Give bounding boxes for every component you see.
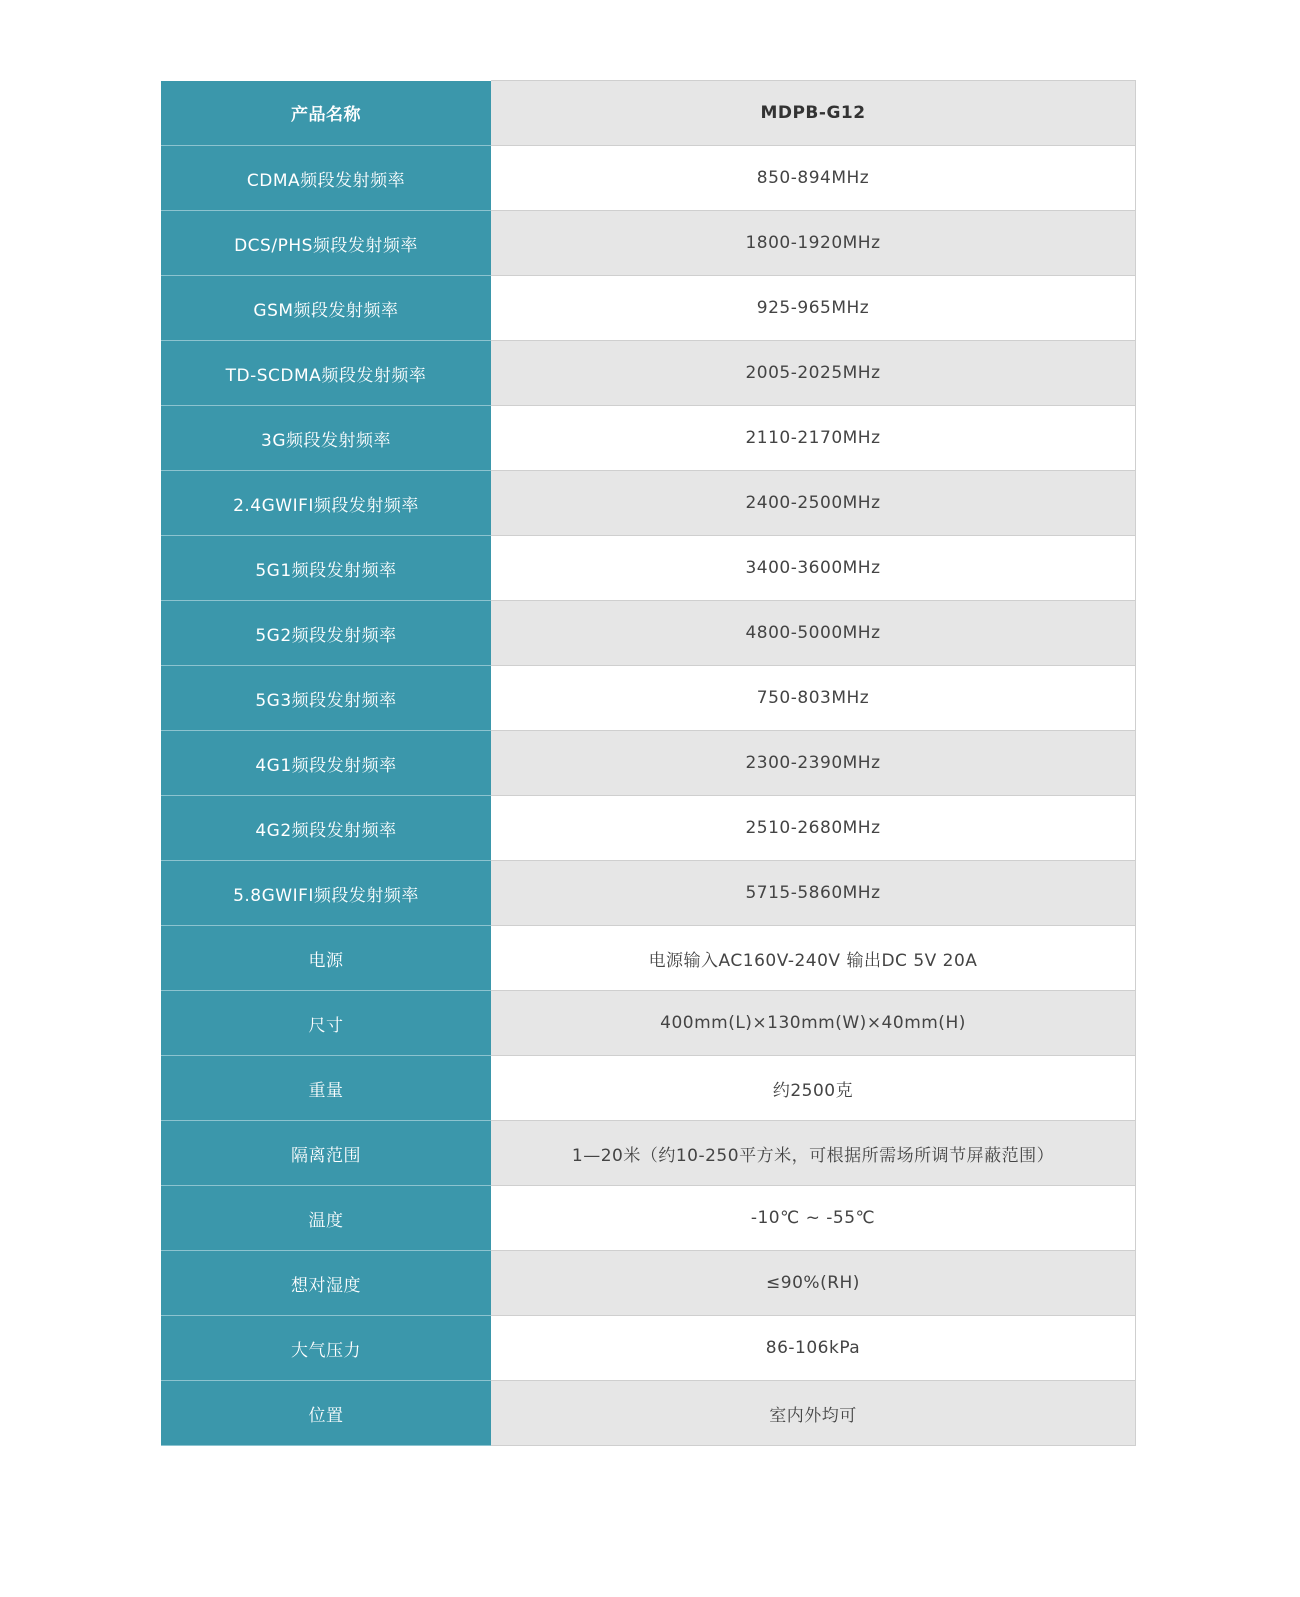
table-row (161, 1381, 1136, 1446)
table-row (161, 731, 1136, 796)
row-value: 2300-2390MHz (491, 731, 1136, 796)
table-row (161, 341, 1136, 406)
row-value: 2110-2170MHz (491, 406, 1136, 471)
table-row (161, 276, 1136, 341)
row-label: 5G2频段发射频率 (161, 601, 491, 666)
row-label: 5G3频段发射频率 (161, 666, 491, 731)
table-row (161, 1056, 1136, 1121)
table-row (161, 211, 1136, 276)
row-label: 想对湿度 (161, 1251, 491, 1316)
row-value: 约2500克 (491, 1056, 1136, 1121)
row-value: 1800-1920MHz (491, 211, 1136, 276)
row-label: 3G频段发射频率 (161, 406, 491, 471)
row-value: 3400-3600MHz (491, 536, 1136, 601)
row-label: 4G1频段发射频率 (161, 731, 491, 796)
row-value: 1—20米（约10-250平方米，可根据所需场所调节屏蔽范围） (491, 1121, 1136, 1186)
spec-table (161, 80, 1136, 1446)
row-label: CDMA频段发射频率 (161, 146, 491, 211)
table-header-row (161, 81, 1136, 146)
row-value: 86-106kPa (491, 1316, 1136, 1381)
row-label: 隔离范围 (161, 1121, 491, 1186)
row-value: ≤90%(RH) (491, 1251, 1136, 1316)
table-row (161, 146, 1136, 211)
table-row (161, 796, 1136, 861)
row-label: 4G2频段发射频率 (161, 796, 491, 861)
row-label: 大气压力 (161, 1316, 491, 1381)
table-row (161, 926, 1136, 991)
row-value: 850-894MHz (491, 146, 1136, 211)
header-value: MDPB-G12 (491, 81, 1136, 146)
row-value: 2400-2500MHz (491, 471, 1136, 536)
row-value: 5715-5860MHz (491, 861, 1136, 926)
header-label: 产品名称 (161, 81, 491, 146)
row-label: 温度 (161, 1186, 491, 1251)
table-row (161, 536, 1136, 601)
row-label: TD-SCDMA频段发射频率 (161, 341, 491, 406)
row-label: 电源 (161, 926, 491, 991)
row-label: 尺寸 (161, 991, 491, 1056)
row-value: 925-965MHz (491, 276, 1136, 341)
row-value: 400mm(L)×130mm(W)×40mm(H) (491, 991, 1136, 1056)
row-value: -10℃ ~ -55℃ (491, 1186, 1136, 1251)
table-row (161, 861, 1136, 926)
row-value: 2005-2025MHz (491, 341, 1136, 406)
table-row (161, 991, 1136, 1056)
table-row (161, 1121, 1136, 1186)
row-value: 750-803MHz (491, 666, 1136, 731)
row-label: DCS/PHS频段发射频率 (161, 211, 491, 276)
row-label: 5G1频段发射频率 (161, 536, 491, 601)
table-row (161, 1316, 1136, 1381)
table-row (161, 1186, 1136, 1251)
row-label: 重量 (161, 1056, 491, 1121)
table-row (161, 406, 1136, 471)
row-value: 室内外均可 (491, 1381, 1136, 1446)
table-row (161, 471, 1136, 536)
row-label: GSM频段发射频率 (161, 276, 491, 341)
row-label: 2.4GWIFI频段发射频率 (161, 471, 491, 536)
table-row (161, 666, 1136, 731)
row-label: 位置 (161, 1381, 491, 1446)
table-row (161, 601, 1136, 666)
table-row (161, 1251, 1136, 1316)
row-value: 电源输入AC160V-240V 输出DC 5V 20A (491, 926, 1136, 991)
row-label: 5.8GWIFI频段发射频率 (161, 861, 491, 926)
row-value: 4800-5000MHz (491, 601, 1136, 666)
row-value: 2510-2680MHz (491, 796, 1136, 861)
